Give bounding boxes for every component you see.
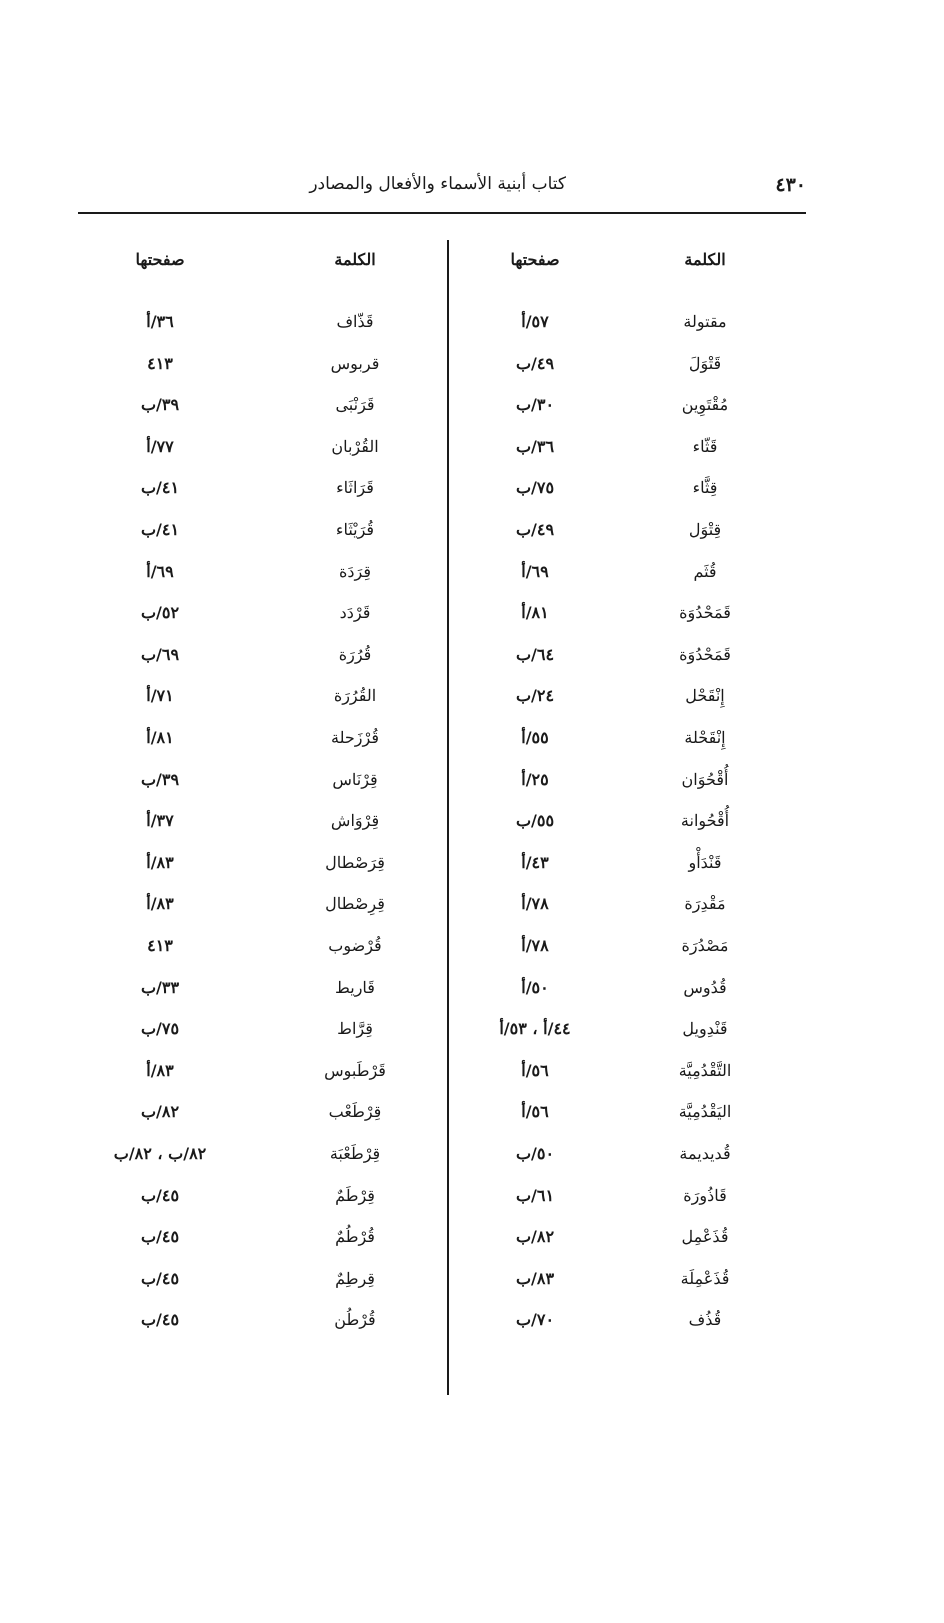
index-word: مقتولة: [683, 312, 727, 331]
index-page-ref: ٧٨/أ: [521, 936, 549, 955]
index-page-ref: ٦٩/أ: [146, 561, 174, 581]
index-word: قُرْزَحلة: [331, 728, 379, 747]
index-page-ref: ٧٥/ب: [140, 1019, 180, 1039]
index-page-ref: ٤٩/ب: [515, 520, 555, 539]
index-word: قِرَّاط: [337, 1019, 373, 1039]
index-page-ref: ٦٩/أ: [521, 561, 549, 581]
index-page-ref: ٤٩/ب: [515, 353, 555, 373]
index-page-ref: ٧٠/ب: [515, 1310, 555, 1330]
index-page-ref: ٤٥/ب: [140, 1185, 180, 1205]
index-page-ref: ٦٩/ب: [140, 644, 180, 664]
index-word: أُقْحُوَان: [681, 769, 729, 789]
index-word: القُرْبان: [331, 436, 379, 456]
index-word: قَاذُورَة: [683, 1185, 727, 1205]
index-page-ref: ٣٦/ب: [515, 436, 555, 456]
index-word: قُذَعْمِل: [681, 1227, 729, 1247]
index-page-ref: ٥٧/أ: [521, 312, 549, 331]
index-page-ref: ٨٢/ب: [140, 1102, 180, 1122]
right-word-column: [620, 0, 790, 1623]
index-page-ref: ٤٥/ب: [140, 1227, 180, 1247]
index-page-ref: ٨٣/أ: [146, 894, 174, 914]
index-page-ref: ٥٥/أ: [521, 728, 549, 747]
index-word: قُذَعْمِلَة: [680, 1268, 730, 1288]
index-page-ref: ٥٦/أ: [521, 1102, 549, 1122]
index-word: قِتْوَل: [688, 520, 722, 539]
index-word: قَذّاف: [336, 312, 374, 331]
index-word: قَمَحْدُوَة: [679, 644, 731, 664]
index-word: قِرْنَاس: [332, 769, 378, 789]
index-word: أُقْحُوانة: [680, 811, 730, 831]
index-word: قَرَاثَاء: [336, 478, 374, 498]
index-page-ref: ٧٥/ب: [515, 478, 555, 498]
index-word: التَّقْدُمِيَّة: [678, 1060, 732, 1080]
index-page-ref: ٨١/أ: [521, 603, 549, 623]
index-word: مَصْدُرَة: [681, 936, 729, 955]
index-word: إِنْقَحْلة: [684, 728, 726, 747]
index-word: قِرَدَة: [339, 561, 371, 581]
index-word: قُرُرَة: [338, 644, 372, 664]
index-page-ref: ٥٥/ب: [515, 811, 555, 831]
index-page-ref: ٦١/ب: [515, 1185, 555, 1205]
index-word: قِرِصْطال: [325, 894, 385, 914]
index-word: إِنْقَحْل: [685, 686, 725, 706]
index-page-ref: ٤٥/ب: [140, 1268, 180, 1288]
left-page-column: [60, 0, 260, 1623]
index-page-ref: ٧٧/أ: [146, 436, 174, 456]
index-page-ref: ٤١/ب: [140, 520, 180, 539]
index-page-ref: ٤١٣: [147, 936, 173, 955]
index-word: قِرْطَعْبَة: [329, 1144, 381, 1163]
index-page-ref: ٥٠/ب: [515, 1144, 555, 1163]
index-word: قِثَّاء: [692, 478, 718, 498]
index-page-ref: ٥٢/ب: [140, 603, 180, 623]
index-word: قُرَيْثَاء: [335, 520, 375, 539]
index-word: قَنْدِويل: [682, 1019, 728, 1039]
index-word: قِرطِمٌ: [335, 1268, 375, 1288]
index-word: مَقْدِرَة: [684, 894, 726, 914]
index-page-ref: ٧٨/أ: [521, 894, 549, 914]
index-word: قِرَصْطال: [325, 852, 385, 872]
index-word: قَرْدَد: [339, 603, 371, 623]
index-page-ref: ٥٠/أ: [521, 977, 549, 997]
index-page-ref: ٤١/ب: [140, 478, 180, 498]
left-page-heading: صفحتها: [135, 250, 185, 269]
index-word: قَرْطَبوس: [324, 1060, 386, 1080]
index-page-ref: ٨٣/أ: [146, 1060, 174, 1080]
right-page-heading: صفحتها: [510, 250, 560, 269]
index-page-ref: ٤٣/أ: [521, 852, 549, 872]
index-page-ref: ٣٣/ب: [140, 977, 180, 997]
index-word: قَمَحْدُوَة: [679, 603, 731, 623]
page-number: ٤٣٠: [775, 174, 806, 196]
index-page-ref: ٨٢/ب: [515, 1227, 555, 1247]
index-page-ref: ٤١٣: [147, 353, 173, 373]
index-word: قُثَم: [693, 561, 717, 581]
left-word-heading: الكلمة: [334, 250, 376, 269]
index-word: قُرْضوب: [328, 936, 382, 955]
index-word: اليَقْدُمِيَّة: [678, 1102, 732, 1122]
column-divider: [447, 240, 449, 1395]
index-word: قِرْوَاش: [330, 811, 380, 831]
running-title: كتاب أبنية الأسماء والأفعال والمصادر: [309, 174, 566, 194]
index-word: قُرْطُن: [334, 1310, 376, 1330]
index-page-ref: ٣٦/أ: [146, 312, 174, 331]
index-page-ref: ٣٠/ب: [515, 395, 555, 415]
index-page-ref: ٤٥/ب: [140, 1310, 180, 1330]
index-page-ref: ٨٢/ب ، ٨٢/ب: [113, 1144, 207, 1163]
index-word: قُديديمة: [679, 1144, 731, 1163]
index-page-ref: ٣٩/ب: [140, 769, 180, 789]
index-word: قِرْطَعْب: [328, 1102, 382, 1122]
index-word: قَنْدَأْو: [688, 852, 722, 872]
index-word: قَاريط: [335, 977, 375, 997]
index-word: القُرُرَة: [333, 686, 377, 706]
index-page-ref: ٢٤/ب: [515, 686, 555, 706]
index-word: قِرْطَمٌ: [335, 1185, 375, 1205]
index-page-ref: ٨٣/ب: [515, 1268, 555, 1288]
index-word: قَتْوَلَ: [688, 353, 722, 373]
right-page-column: [455, 0, 615, 1623]
index-page-ref: ٣٧/أ: [146, 811, 174, 831]
index-word: قُذُف: [688, 1310, 722, 1330]
index-page-ref: ٢٥/أ: [521, 769, 549, 789]
index-word: مُقْتَوِين: [681, 395, 729, 415]
index-word: قُدُوس: [683, 977, 727, 997]
index-word: قُرْطُمٌ: [335, 1227, 375, 1247]
index-page-ref: ٦٤/ب: [515, 644, 555, 664]
index-word: قَثّاء: [692, 436, 718, 456]
right-word-heading: الكلمة: [684, 250, 726, 269]
index-word: قربوس: [330, 353, 380, 373]
index-page-ref: ٣٩/ب: [140, 395, 180, 415]
index-page-ref: ٧١/أ: [146, 686, 174, 706]
index-word: قَرَنْبَى: [335, 395, 375, 415]
index-page-ref: ٥٦/أ: [521, 1060, 549, 1080]
index-page-ref: ٨١/أ: [146, 728, 174, 747]
index-page-ref: ٨٣/أ: [146, 852, 174, 872]
left-word-column: [270, 0, 440, 1623]
index-page-ref: ٤٤/أ ، ٥٣/أ: [499, 1019, 571, 1039]
